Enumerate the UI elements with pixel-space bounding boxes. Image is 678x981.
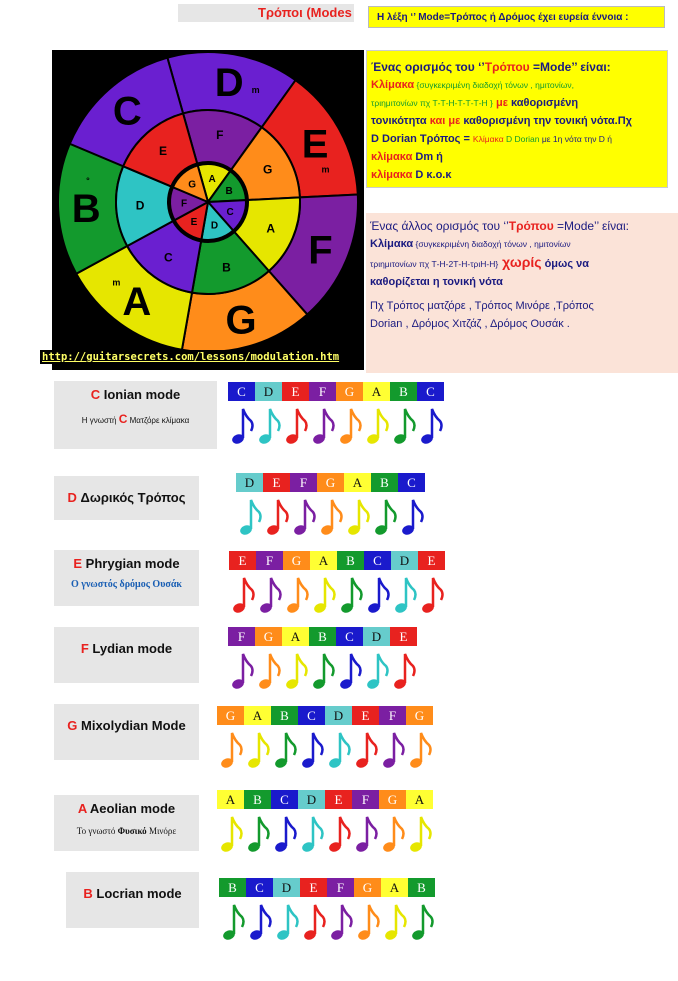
music-notes-row	[217, 811, 433, 857]
note-cell: F	[379, 706, 406, 725]
inner-label-d: D	[210, 220, 219, 232]
note-cell: D	[363, 627, 390, 646]
mode-letter: D	[67, 490, 77, 505]
note-cell: E	[282, 382, 309, 401]
definition-2: Ένας άλλος ορισμός του ‘’Τρόπου =Mode’’ είναι: Κλίμακα {συγκεκριμένη διαδοχή τόνων , ημιτονίων τριημιτονίων πχ Τ-Η-2Τ-Η-τριΗ-Η} χωρίς όμως να καθορίζεται η τονική νότα Πχ Τρόπος ματζόρε , Τρόπος Μινόρε ,Τρόπος Dorian , Δρόμος Χιτζάζ , Δρόμος Ουσάκ .	[366, 213, 678, 373]
mode-letter: B	[83, 886, 93, 901]
source-link[interactable]: http://guitarsecrets.com/lessons/modulation.htm	[42, 351, 340, 363]
music-note-icon	[330, 905, 352, 941]
music-note-icon	[274, 733, 296, 769]
scale-row-e	[229, 551, 445, 570]
inner-label-g: G	[188, 179, 197, 191]
music-note-icon	[249, 905, 271, 941]
mode-name: Phrygian mode	[82, 556, 180, 571]
note-cell: F	[228, 627, 255, 646]
outer-label-b: B	[71, 187, 101, 232]
note-cell: B	[309, 627, 336, 646]
note-cell: E	[263, 473, 290, 492]
middle-label-d: D	[135, 198, 145, 213]
music-note-icon	[366, 654, 388, 690]
note-cell: B	[271, 706, 298, 725]
music-note-icon	[401, 500, 423, 536]
inner-label-a: A	[208, 173, 216, 185]
music-note-icon	[409, 817, 431, 853]
note-cell: G	[317, 473, 344, 492]
music-notes-row	[217, 727, 433, 773]
music-note-icon	[320, 500, 342, 536]
note-cell: C	[398, 473, 425, 492]
note-cell: B	[219, 878, 246, 897]
note-cell: D	[391, 551, 418, 570]
mode-box-f	[54, 627, 199, 683]
music-note-icon	[293, 500, 315, 536]
music-note-icon	[312, 654, 334, 690]
note-cell: F	[309, 382, 336, 401]
note-cell: A	[244, 706, 271, 725]
mode-name: Aeolian mode	[86, 801, 176, 816]
music-note-icon	[232, 578, 254, 614]
outer-label-e: E	[301, 122, 329, 167]
music-note-icon	[274, 817, 296, 853]
note-cell: G	[217, 706, 244, 725]
music-note-icon	[303, 905, 325, 941]
music-note-icon	[355, 733, 377, 769]
middle-label-c: C	[163, 250, 173, 265]
note-cell: G	[255, 627, 282, 646]
music-note-icon	[409, 733, 431, 769]
mode-description: Το γνωστό Φυσικό Μινόρε	[76, 826, 177, 836]
top-note: Η λέξη ‘’ Mode=Τρόπος ή Δρόμος έχει ευρεία έννοια :	[368, 6, 665, 28]
outer-sub-d: m	[251, 84, 260, 95]
music-note-icon	[393, 654, 415, 690]
outer-sub-b: °	[86, 175, 90, 186]
music-notes-row	[228, 648, 417, 694]
note-cell: B	[408, 878, 435, 897]
mode-description: Η γνωστή C Ματζόρε κλίμακα	[81, 412, 190, 426]
note-cell: F	[327, 878, 354, 897]
note-cell: G	[283, 551, 310, 570]
middle-label-a: A	[266, 221, 275, 236]
note-cell: C	[417, 382, 444, 401]
note-cell: E	[229, 551, 256, 570]
note-cell: C	[271, 790, 298, 809]
music-note-icon	[384, 905, 406, 941]
music-note-icon	[222, 905, 244, 941]
note-cell: A	[217, 790, 244, 809]
music-note-icon	[231, 654, 253, 690]
music-note-icon	[285, 654, 307, 690]
music-note-icon	[286, 578, 308, 614]
music-note-icon	[239, 500, 261, 536]
mode-letter: A	[77, 801, 87, 816]
music-note-icon	[357, 905, 379, 941]
note-cell: D	[236, 473, 263, 492]
mode-letter: C	[90, 387, 101, 402]
note-cell: A	[381, 878, 408, 897]
outer-sub-a: m	[112, 277, 121, 288]
note-cell: A	[310, 551, 337, 570]
note-cell: F	[352, 790, 379, 809]
inner-label-e: E	[190, 216, 198, 228]
note-cell: E	[418, 551, 445, 570]
inner-label-b: B	[225, 186, 233, 198]
music-note-icon	[301, 733, 323, 769]
inner-label-c: C	[226, 206, 234, 218]
outer-label-c: C	[112, 89, 142, 134]
note-cell: C	[298, 706, 325, 725]
scale-row-c	[228, 382, 444, 401]
music-note-icon	[394, 578, 416, 614]
note-cell: E	[300, 878, 327, 897]
note-cell: A	[406, 790, 433, 809]
mode-name: Ionian mode	[100, 387, 181, 402]
scale-row-a	[217, 790, 433, 809]
note-cell: D	[298, 790, 325, 809]
note-cell: F	[256, 551, 283, 570]
mode-name: Δωρικός Τρόπος	[76, 490, 186, 505]
mode-letter: G	[67, 718, 78, 733]
note-cell: G	[379, 790, 406, 809]
music-note-icon	[285, 409, 307, 445]
music-note-icon	[231, 409, 253, 445]
scale-row-b	[219, 878, 435, 897]
music-note-icon	[374, 500, 396, 536]
music-note-icon	[355, 817, 377, 853]
note-cell: G	[336, 382, 363, 401]
music-note-icon	[259, 578, 281, 614]
inner-label-f: F	[180, 198, 188, 210]
mode-name: Mixolydian Mode	[77, 718, 186, 733]
mode-letter: F	[80, 641, 89, 656]
circle-of-modes-wheel	[52, 50, 364, 370]
mode-box-a	[54, 795, 199, 851]
music-note-icon	[276, 905, 298, 941]
note-cell: C	[228, 382, 255, 401]
music-note-icon	[367, 578, 389, 614]
note-cell: B	[371, 473, 398, 492]
mode-name: Locrian mode	[92, 886, 182, 901]
music-note-icon	[339, 654, 361, 690]
music-note-icon	[340, 578, 362, 614]
mode-box-e	[54, 550, 199, 606]
music-note-icon	[382, 733, 404, 769]
note-cell: A	[363, 382, 390, 401]
music-note-icon	[421, 578, 443, 614]
outer-label-d: D	[214, 60, 244, 105]
mode-name: Lydian mode	[88, 641, 173, 656]
music-note-icon	[220, 733, 242, 769]
scale-row-g	[217, 706, 433, 725]
note-cell: G	[406, 706, 433, 725]
music-note-icon	[220, 817, 242, 853]
music-notes-row	[219, 899, 435, 945]
note-cell: E	[352, 706, 379, 725]
outer-sub-e: m	[321, 164, 330, 175]
music-note-icon	[339, 409, 361, 445]
definition-1: Ένας ορισμός του ‘’Τρόπου =Mode’’ είναι: Κλίμακα {συγκεκριμένη διαδοχή τόνων , ημιτονίων, τριημιτονίων πχ Τ-Τ-Η-Τ-Τ-Τ-Η } με καθορισμένη τονικότητα και με καθορισμένη την τονική νότα.Πχ D Dorian Τρόπος = Κλίμακα D Dorian με 1η νότα την D ή κλίμακα Dm ή κλίμακα D κ.ο.κ	[366, 50, 668, 188]
circle-of-modes	[52, 50, 364, 370]
music-note-icon	[266, 500, 288, 536]
middle-label-f: F	[216, 128, 224, 143]
music-note-icon	[382, 817, 404, 853]
middle-label-e: E	[158, 144, 168, 159]
music-note-icon	[247, 817, 269, 853]
music-note-icon	[328, 733, 350, 769]
note-cell: A	[282, 627, 309, 646]
note-cell: B	[390, 382, 417, 401]
music-note-icon	[258, 654, 280, 690]
note-cell: E	[325, 790, 352, 809]
outer-label-f: F	[308, 228, 333, 273]
note-cell: E	[390, 627, 417, 646]
page-title: Τρόποι (Modes	[258, 5, 352, 20]
scale-row-f	[228, 627, 417, 646]
note-cell: B	[337, 551, 364, 570]
music-note-icon	[347, 500, 369, 536]
note-cell: A	[344, 473, 371, 492]
music-note-icon	[328, 817, 350, 853]
mode-box-c	[54, 381, 217, 449]
note-cell: B	[244, 790, 271, 809]
music-note-icon	[247, 733, 269, 769]
note-cell: C	[336, 627, 363, 646]
note-cell: C	[246, 878, 273, 897]
note-cell: G	[354, 878, 381, 897]
music-note-icon	[366, 409, 388, 445]
mode-box-d	[54, 476, 199, 520]
music-notes-row	[229, 572, 445, 618]
outer-label-g: G	[225, 298, 257, 343]
mode-box-g	[54, 704, 199, 760]
middle-label-g: G	[263, 162, 273, 177]
mode-letter: E	[73, 556, 83, 571]
note-cell: D	[325, 706, 352, 725]
note-cell: F	[290, 473, 317, 492]
music-notes-row	[236, 494, 425, 540]
outer-label-a: A	[122, 280, 152, 325]
music-note-icon	[301, 817, 323, 853]
music-note-icon	[313, 578, 335, 614]
scale-row-d	[236, 473, 425, 492]
middle-label-b: B	[222, 260, 231, 275]
music-note-icon	[258, 409, 280, 445]
note-cell: C	[364, 551, 391, 570]
mode-description: Ο γνωστός δρόμος Ουσάκ	[71, 579, 182, 590]
music-note-icon	[312, 409, 334, 445]
mode-box-b	[66, 872, 199, 928]
note-cell: D	[255, 382, 282, 401]
music-note-icon	[420, 409, 442, 445]
music-note-icon	[393, 409, 415, 445]
music-note-icon	[411, 905, 433, 941]
note-cell: D	[273, 878, 300, 897]
music-notes-row	[228, 403, 444, 449]
